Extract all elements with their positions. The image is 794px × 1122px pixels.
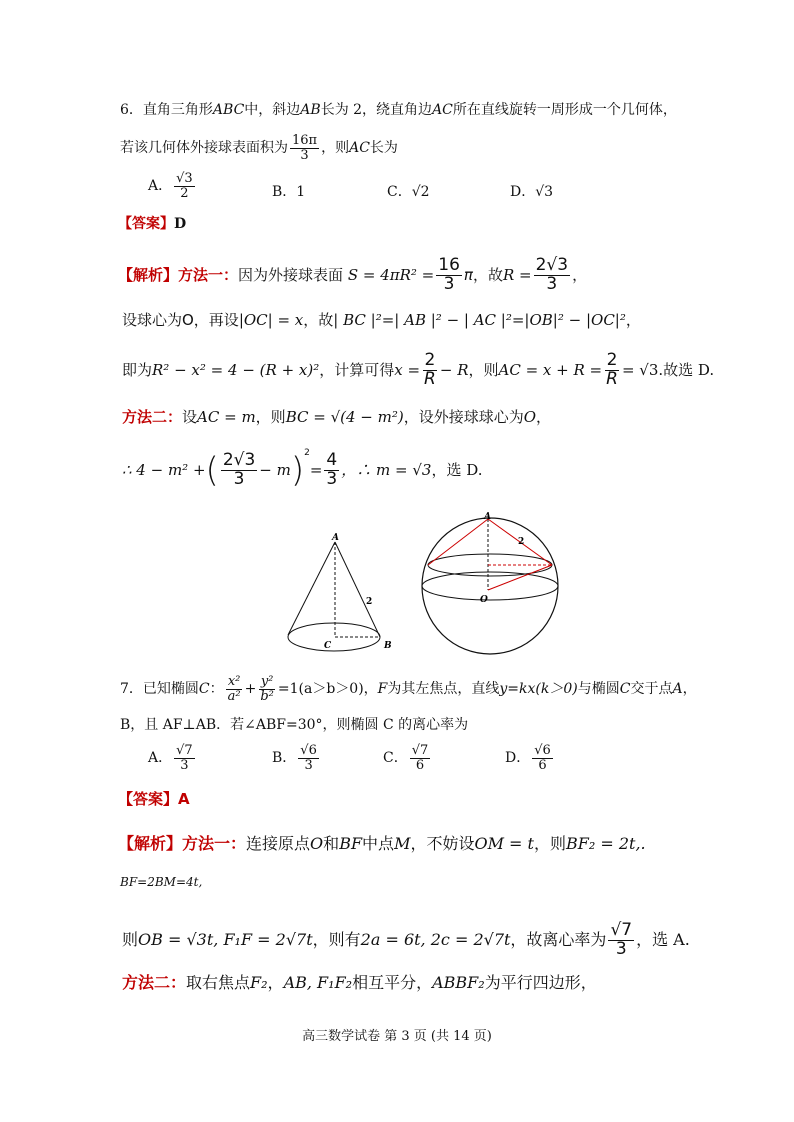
q6-analysis-p4: 方法二：设AC = m，则BC = √(4 − m²)，设外接球球心为O， [122,408,552,426]
cone-label-b: B [384,641,392,651]
cone-label-c: C [324,641,332,651]
q7-option-a: A． $\frac{√7}{3}$ [148,743,193,773]
q6-line1: 6．直角三角形ABC中，斜边AB长为 2，绕直角边AC所在直线旋转一周形成一个几何体， [120,102,677,118]
q6-answer: 【答案】D [118,216,187,232]
q6-option-b: B．1 [272,184,306,200]
q7-analysis-p4: 方法二：取右焦点F₂，AB, F₁F₂相互平分，ABBF₂为平行四边形， [122,973,597,992]
sphere-figure [418,510,568,660]
q6-analysis-p5: ∴ 4 − m² +( $\frac{2√3}{3}$ − m)$^2$= $\frac{4}{3}$ ，∴ m = √3，选 D. [122,447,483,491]
q6-option-a: A． $\frac{√3}{2}$ [148,171,193,201]
cone-figure [280,530,410,660]
q7-option-d: D． $\frac{√6}{6}$ [505,743,551,773]
q6-line2: 若该几何体外接球表面积为 $\frac{16\pi}{3}$ ，则AC长为 [120,133,398,163]
page-footer: 高三数学试卷 第 3 页 (共 14 页) [302,1029,492,1044]
q7-answer: 【答案】A [118,790,190,808]
q6-analysis-p2: 设球心为O，再设|OC| = x，故| BC |²=| AB |² − | AC |²=|OB|² − |OC|²， [122,311,641,329]
q7-option-c: C． $\frac{√7}{6}$ [383,743,429,773]
q6-option-c: C．√2 [387,184,430,200]
sphere-label-a: A [484,512,491,522]
q7-option-b: B． $\frac{√6}{3}$ [272,743,317,773]
cone-label-2: 2 [366,597,373,607]
sphere-label-o: O [480,595,488,605]
q7-analysis-p2: BF=2BM=4t, [120,875,203,889]
cone-label-a: A [332,533,339,543]
q7-line1: 7．已知椭圆C： $\frac{\text{x²}}{\text{a²}}$ + $\frac{\text{y²}}{\text{b²}}$ =1(a＞b＞0)，F为其左焦点，直线y=kx(k＞0)与椭圆C交于点A， [120,674,697,704]
sphere-label-2: 2 [518,537,525,547]
q7-analysis-p1: 【解析】方法一：连接原点O和BF中点M，不妨设OM = t，则BF₂ = 2t,. [118,834,646,853]
q6-option-d: D．√3 [510,184,554,200]
q7-analysis-p3: 则OB = √3t, F₁F = 2√7t，则有2a = 6t, 2c = 2√7t，故离心率为 $\frac{√7}{3}$ ，选 A. [122,920,690,959]
q7-line2: B，且 AF⊥AB．若∠ABF=30°，则椭圆 C 的离心率为 [120,717,469,733]
q6-analysis-p3: 即为R² − x² = 4 − (R + x)²，计算可得x = $\frac{2}{R}$ − R，则AC = x + R = $\frac{2}{R}$ = √3.故选 D. [122,350,715,389]
q6-analysis-p1: 【解析】方法一：因为外接球表面 S = 4πR² = $\frac{16}{3}$ π，故R = $\frac{2√3}{3}$ ， [118,255,588,294]
